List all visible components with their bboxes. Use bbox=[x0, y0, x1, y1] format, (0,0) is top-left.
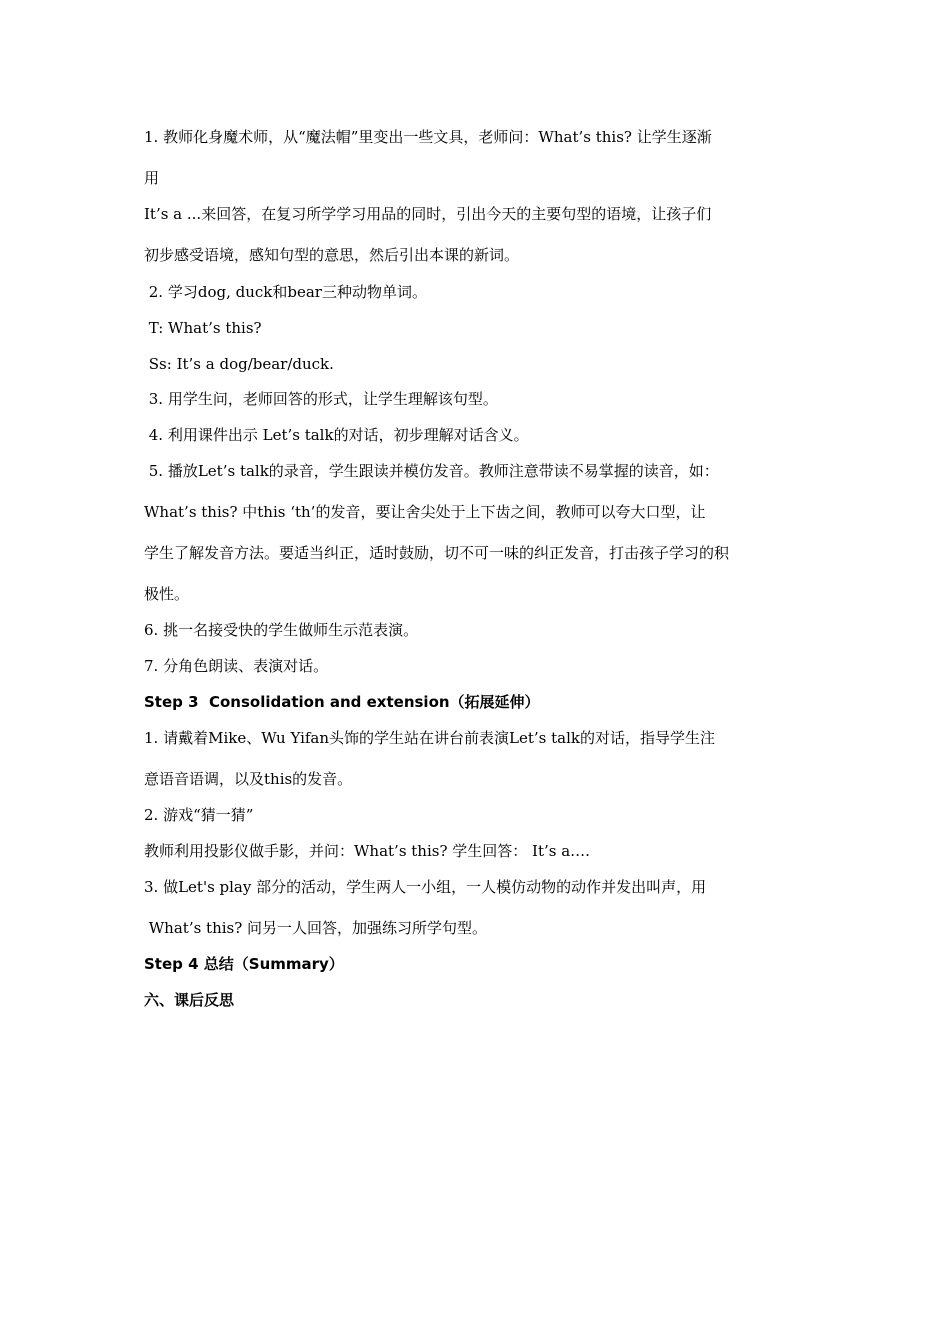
step-4-heading: Step 4 总结（Summary） bbox=[144, 955, 344, 973]
dialogue-teacher: T: What’s this? bbox=[144, 319, 262, 337]
list-item-7: 7. 分角色朗读、表演对话。 bbox=[144, 657, 329, 675]
list-item-5: 5. 播放Let’s talk的录音，学生跟读并模仿发音。教师注意带读不易掌握的读音，如： bbox=[144, 462, 719, 480]
step-3-item-2-detail: 教师利用投影仪做手影，并问：What’s this? 学生回答： It’s a…. bbox=[144, 842, 590, 860]
paragraph-line-3: It’s a ...来回答，在复习所学学习用品的同时，引出今天的主要句型的语境，让孩子们 bbox=[144, 205, 712, 223]
paragraph-line-2: 用 bbox=[144, 169, 160, 187]
list-item-4: 4. 利用课件出示 Let’s talk的对话，初步理解对话含义。 bbox=[144, 426, 529, 444]
dialogue-students: Ss: It’s a dog/bear/duck. bbox=[144, 355, 334, 373]
step-3-item-2: 2. 游戏“猜一猜” bbox=[144, 806, 254, 824]
list-item-2: 2. 学习dog, duck和bear三种动物单词。 bbox=[144, 283, 427, 301]
list-item-6: 6. 挑一名接受快的学生做师生示范表演。 bbox=[144, 621, 419, 639]
step-3-heading: Step 3 Consolidation and extension（拓展延伸） bbox=[144, 693, 540, 711]
list-item-5-cont-1: What’s this? 中this ‘th’的发音，要让舍尖处于上下齿之间，教师可以夸大口型，让 bbox=[144, 503, 706, 521]
step-3-item-3: 3. 做Let's play 部分的活动，学生两人一小组，一人模仿动物的动作并发出叫声，用 bbox=[144, 878, 707, 896]
step-3-item-1: 1. 请戴着Mike、Wu Yifan头饰的学生站在讲台前表演Let’s talk的对话，指导学生注 bbox=[144, 729, 715, 747]
list-item-5-cont-2: 学生了解发音方法。要适当纠正，适时鼓励，切不可一味的纠正发音，打击孩子学习的积 bbox=[144, 544, 730, 562]
step-3-item-1-cont: 意语音语调，以及this的发音。 bbox=[144, 770, 353, 788]
section-6-heading: 六、课后反思 bbox=[144, 991, 235, 1009]
list-item-3: 3. 用学生问，老师回答的形式，让学生理解该句型。 bbox=[144, 390, 498, 408]
paragraph-line-1: 1. 教师化身魔术师，从“魔法帽”里变出一些文具，老师问：What’s this? 让学生逐渐 bbox=[144, 128, 712, 146]
paragraph-line-4: 初步感受语境，感知句型的意思，然后引出本课的新词。 bbox=[144, 246, 520, 264]
step-3-item-3-cont: What’s this? 问另一人回答，加强练习所学句型。 bbox=[144, 919, 488, 937]
list-item-5-cont-3: 极性。 bbox=[144, 585, 190, 603]
